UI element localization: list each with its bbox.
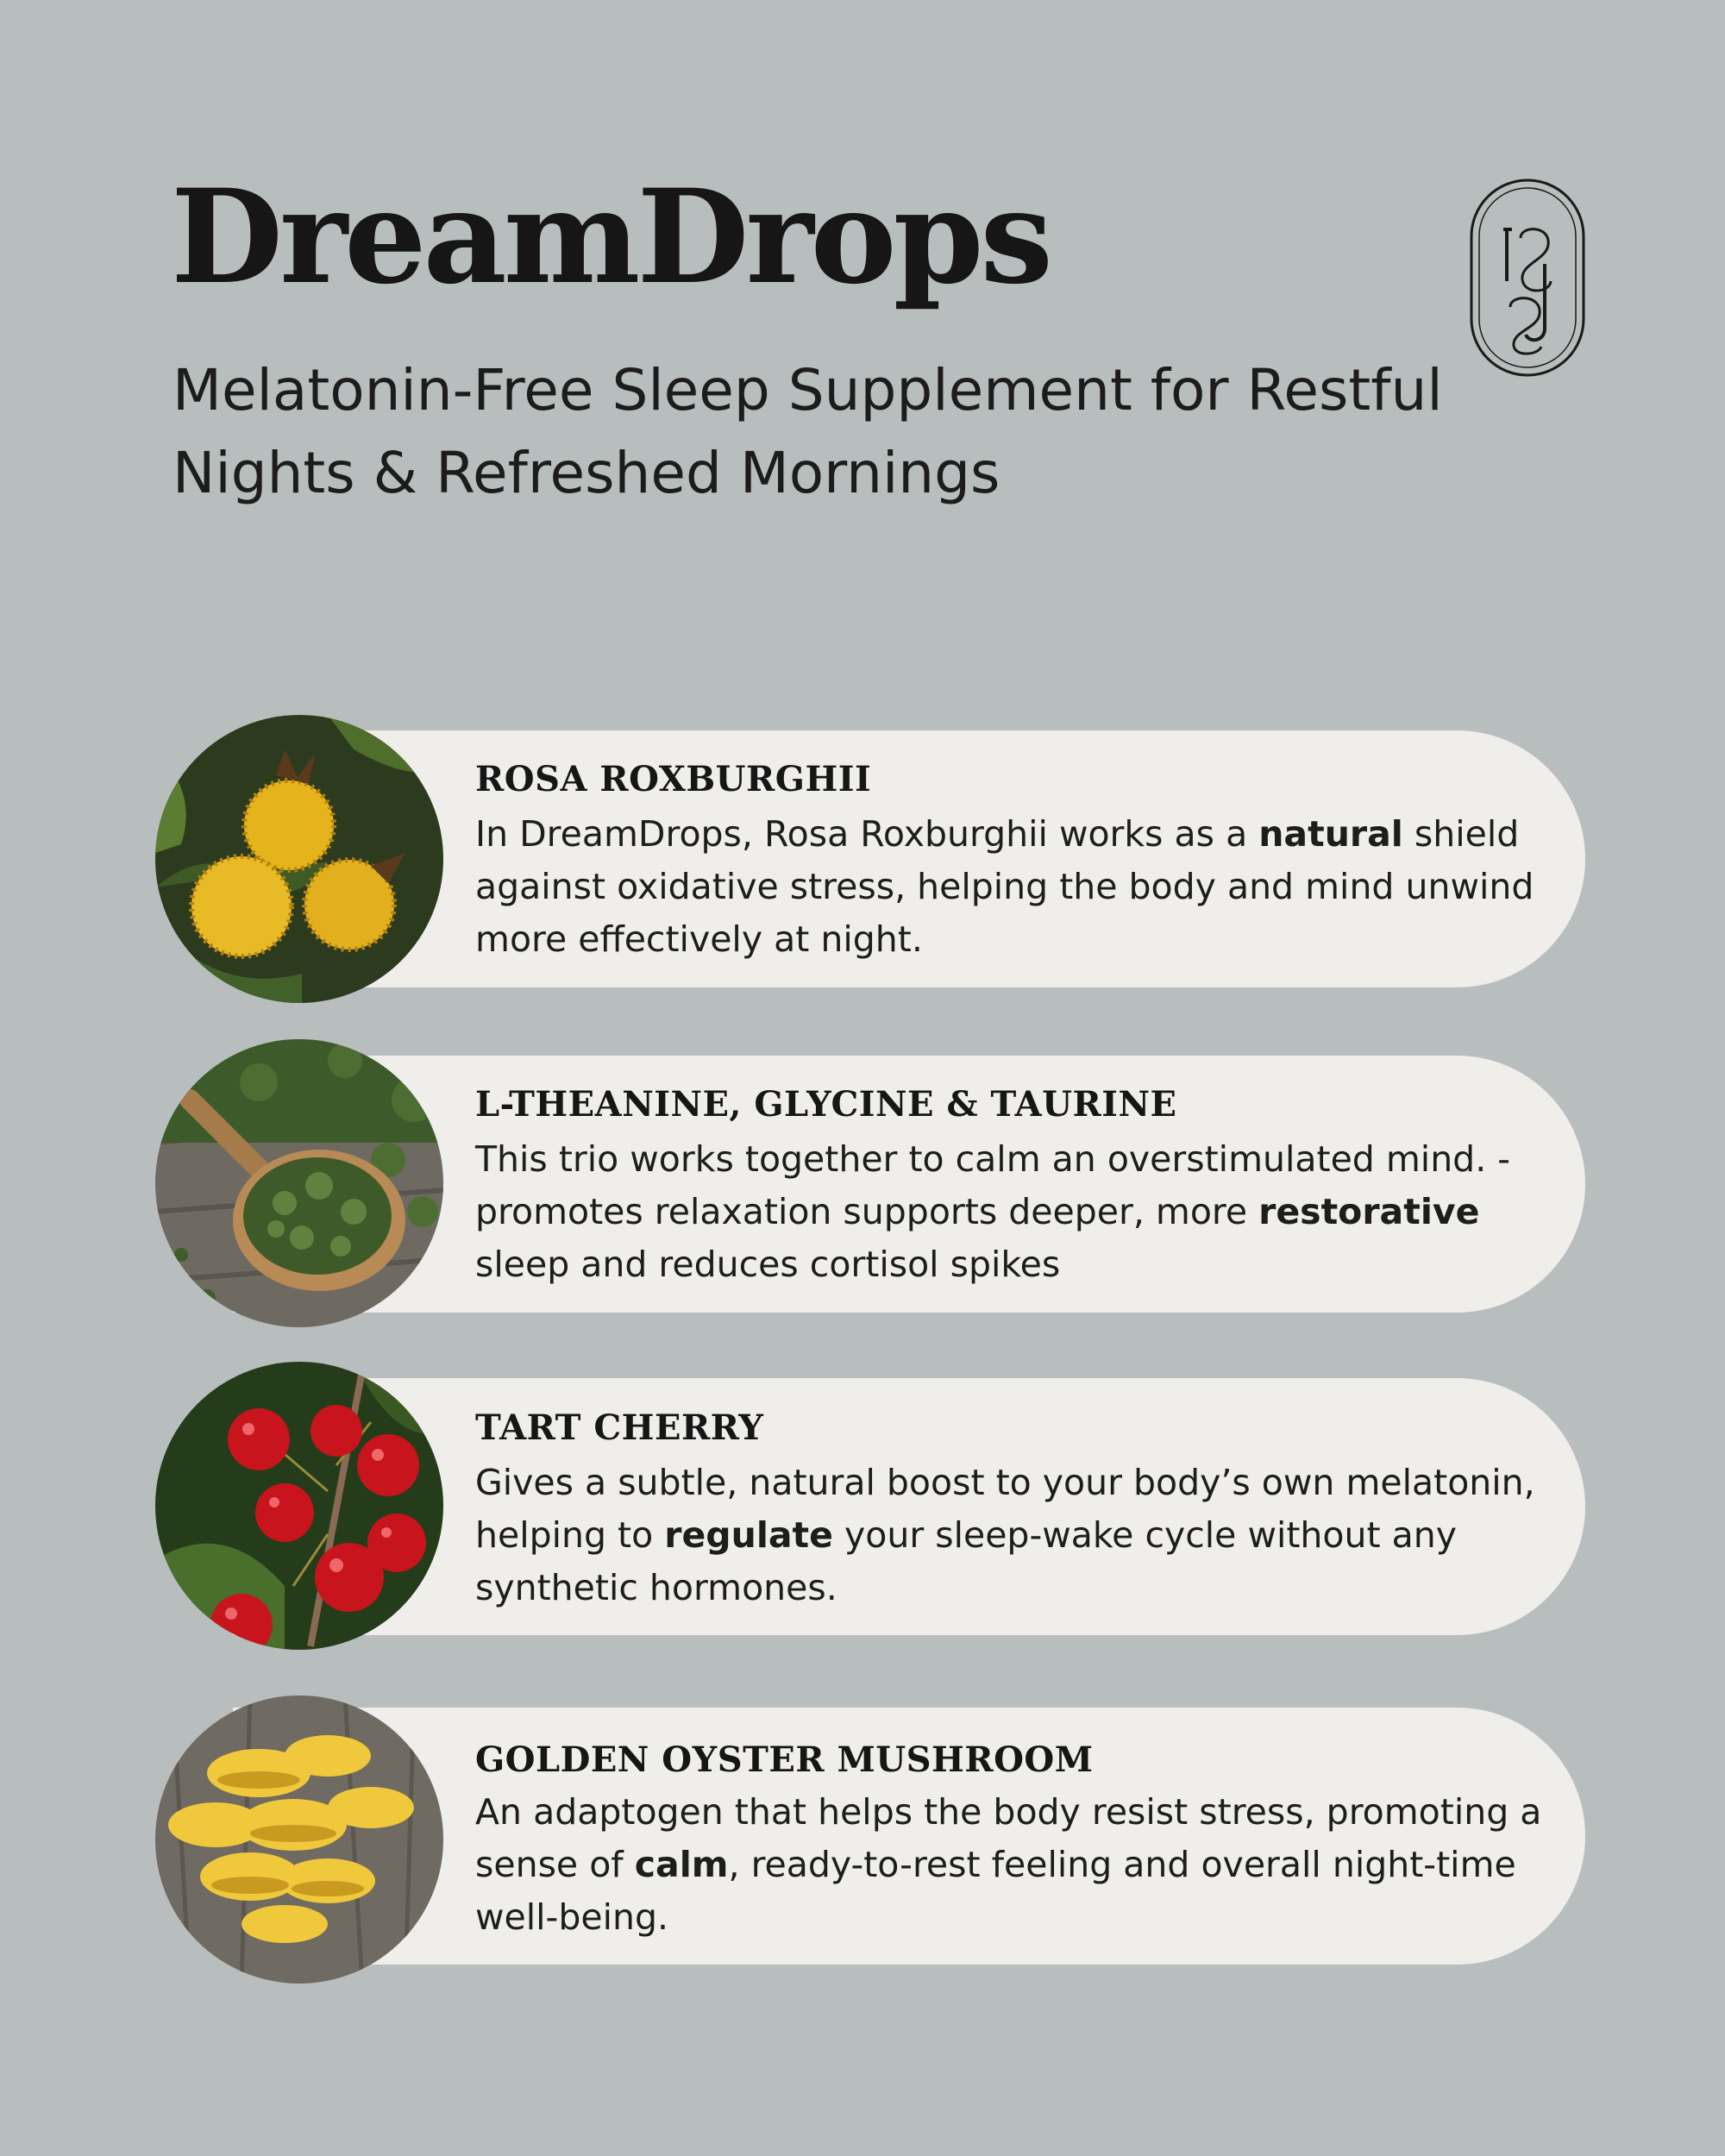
ingredient-emphasis: calm <box>634 1844 729 1885</box>
ingredient-title: ROSA ROXBURGHII <box>475 759 872 799</box>
ingredient-emphasis: regulate <box>664 1514 833 1556</box>
page-subtitle: Melatonin-Free Sleep Supplement for Restful Nights & Refreshed Mornings <box>172 357 1443 506</box>
ingredient-title: L-THEANINE, GLYCINE & TAURINE <box>475 1084 1177 1125</box>
ingredient-title: TART CHERRY <box>475 1407 764 1448</box>
monogram-logo-icon <box>1469 178 1586 378</box>
ingredient-description: In DreamDrops, Rosa Roxburghii works as a natural shield against oxidative stress, helping the body and mind unwind more effectively at night. <box>475 813 1534 960</box>
golden-oyster-mushroom-image <box>155 1695 443 1984</box>
ingredient-emphasis: natural <box>1258 813 1403 855</box>
ingredient-description: An adaptogen that helps the body resist stress, promoting a sense of calm, ready-to-rest feeling and overall night-time well-being. <box>475 1791 1542 1938</box>
tart-cherries-image <box>155 1362 443 1650</box>
rosa-roxburghii-fruit-image <box>155 715 443 1003</box>
page-title: DreamDrops <box>171 161 1050 313</box>
ingredient-title: GOLDEN OYSTER MUSHROOM <box>475 1739 1094 1780</box>
ingredient-description: This trio works together to calm an overstimulated mind. - promotes relaxation supports deeper, more restorative sleep and reduces cortisol spikes <box>475 1138 1511 1285</box>
green-tea-leaves-spoon-image <box>155 1039 443 1327</box>
ingredient-description: Gives a subtle, natural boost to your body’s own melatonin, helping to regulate your sleep-wake cycle without any synthetic hormones. <box>475 1462 1535 1608</box>
ingredient-emphasis: restorative <box>1258 1191 1480 1232</box>
